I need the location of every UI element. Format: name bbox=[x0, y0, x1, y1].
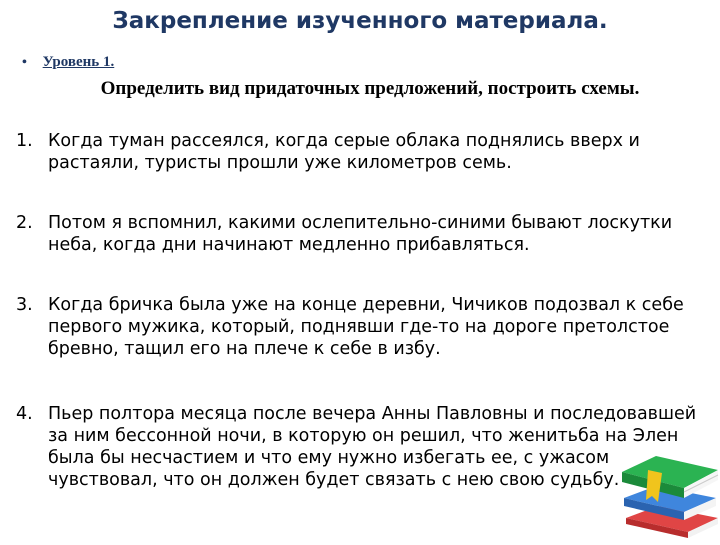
books-stack-icon bbox=[618, 440, 720, 540]
list-item-number: 2. bbox=[16, 213, 33, 233]
list-item-text: Когда туман рассеялся, когда серые облака поднялись вверх и растаяли, туристы прошли уже километров семь. bbox=[48, 131, 640, 173]
list-item-number: 1. bbox=[16, 131, 33, 151]
list-item bbox=[16, 403, 706, 491]
list-item bbox=[16, 212, 706, 256]
list-item-number: 4. bbox=[16, 404, 33, 424]
list-item bbox=[16, 294, 706, 360]
slide-title: Закрепление изученного материала. bbox=[112, 8, 608, 34]
task-instruction: Определить вид придаточных предложений, построить схемы. bbox=[100, 78, 640, 99]
level-label: Уровень 1. bbox=[42, 54, 115, 70]
list-item-text: Потом я вспомнил, какими ослепительно-синими бывают лоскутки неба, когда дни начинают медленно прибавляться. bbox=[48, 213, 673, 255]
level-heading bbox=[22, 54, 114, 71]
list-item-text: Когда бричка была уже на конце деревни, Чичиков подозвал к себе первого мужика, который, поднявши где-то на дороге претолстое бревно, тащил его на плече к себе в избу. bbox=[48, 295, 684, 359]
list-item-number: 3. bbox=[16, 295, 33, 315]
list-item-text: Пьер полтора месяца после вечера Анны Павловны и последовавшей за ним бессонной ночи, в которую он решил, что женитьба на Элен была бы несчастием и что ему нужно избегать ее, с ужасом чувствовал, что он должен будет связать с нею свою судьбу. bbox=[48, 404, 697, 490]
bullet-icon: • bbox=[22, 55, 27, 70]
list-item bbox=[16, 130, 706, 174]
